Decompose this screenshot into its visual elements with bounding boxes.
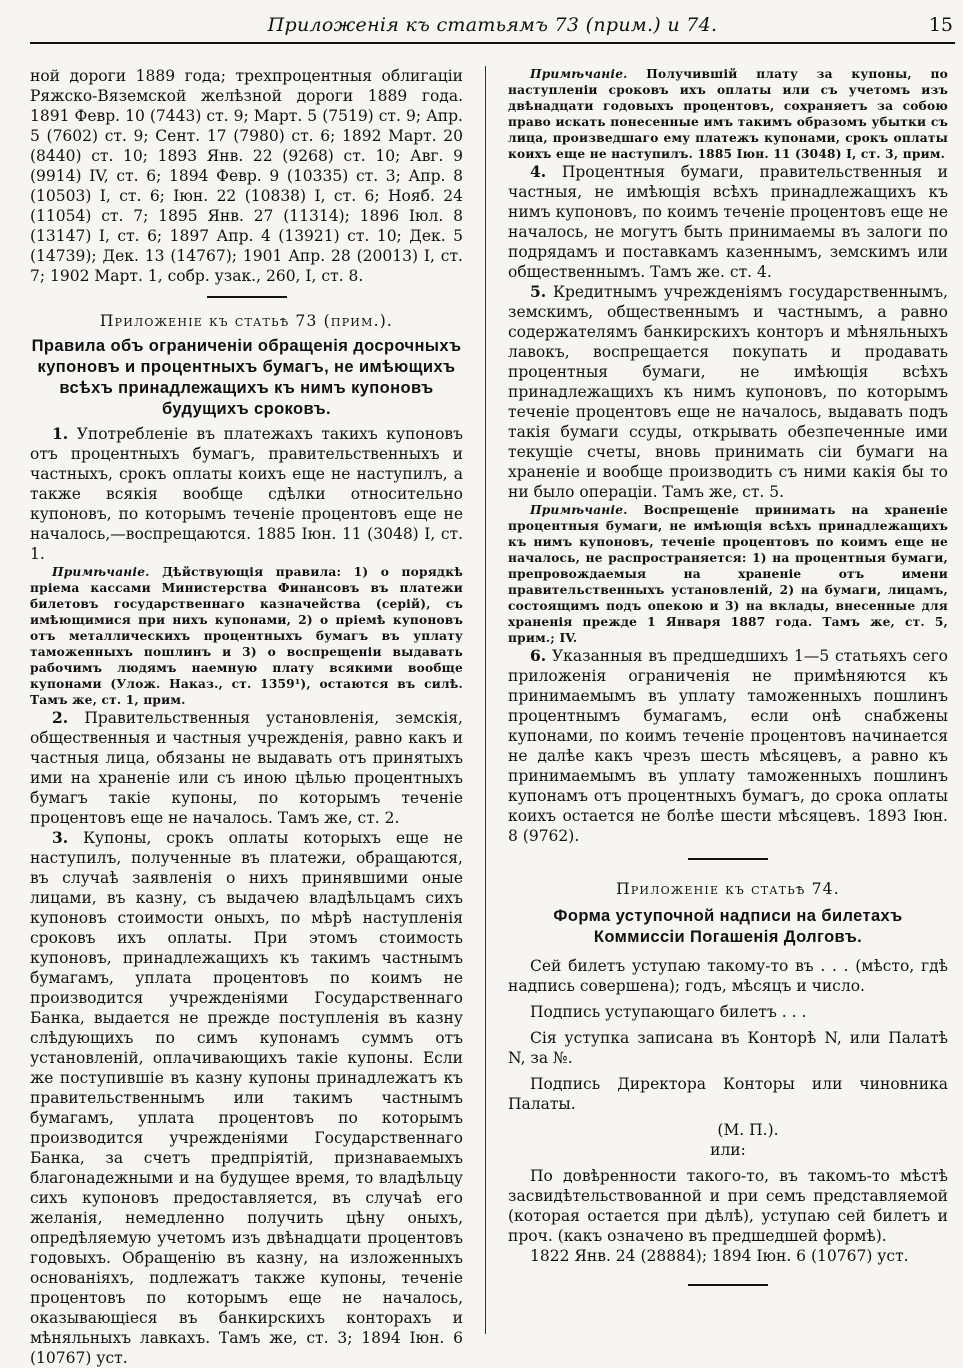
paragraph-text: Купоны, срокъ оплаты которыхъ еще не наступилъ, полученные въ платежи, обращаются, въ случаѣ заявленія о нихъ принявшими оные лицами, въ казну, съ выдачею владѣльцамъ сихъ купоновъ стоимости оныхъ, по мѣрѣ наступленія сроковъ ихъ оплаты. При этомъ стоимость купоновъ, принадлежащихъ къ такимъ частнымъ бумагамъ, уплата процентовъ по коимъ не производится учрежденіями Государственнаго Банка, выдается не прежде поступленія въ казну слѣдующихъ по симъ купонамъ суммъ отъ установленій, оплачивающихъ такіе купоны. Если же поступившіе въ казну купоны принадлежатъ къ правительственнымъ или такимъ частнымъ бумагамъ, уплата процентовъ по которымъ производится учрежденіями Государственнаго Банка, за счетъ предпріятій, признаваемыхъ благонадежными и на будущее время, то владѣльцу сихъ купоновъ предоставляется, въ случаѣ его желанія, немедленно получить цѣну оныхъ, опредѣляемую учетомъ изъ двѣнадцати процентовъ годовыхъ. Обращенію въ казну, на изложенныхъ основаніяхъ, подлежатъ также купоны, теченіе процентовъ по которымъ еще не началось, оказывающіеся въ банкирскихъ конторахъ и мѣняльныхъ лавкахъ. Тамъ же, ст. 3; 1894 Іюн. 6 (10767) уст. [30,829,463,1367]
note-label: Примѣчаніе. [530,67,628,81]
paragraph-number: 4. [530,162,547,181]
divider-rule [688,858,768,860]
intro-paragraph: ной дороги 1889 года; трехпроцентныя облигаціи Ряжско-Вяземской желѣзной дороги 1889 года. 1891 Февр. 10 (7443) ст. 9; Март. 5 (7519) ст. 9; Апр. 5 (7602) ст. 9; Сент. 17 (7980) ст. 6; 1892 Март. 20 (8440) ст. 10; 1893 Янв. 22 (9268) ст. 10; Авг. 9 (9914) IV, ст. 6; 1894 Февр. 9 (10335) ст. 3; Апр. 8 (10503) I, ст. 6; Іюн. 22 (10838) I, ст. 6; Нояб. 24 (11054) ст. 7; 1895 Янв. 27 (11314); 1896 Іюл. 8 (13147) I, ст. 6; 1897 Апр. 4 (13921) ст. 10; Дек. 5 (14739); Дек. 13 (14767); 1901 Апр. 28 (20013) I, ст. 7; 1902 Март. 1, собр. узак., 260, I, ст. 8. [30,67,463,285]
paragraph-3 [30,828,463,1368]
note-1 [30,564,463,708]
paragraph-2 [30,708,463,828]
paragraph-number: 2. [52,708,69,727]
section-heading-74: Приложеніе къ статьѣ 74. [616,880,840,898]
page-number: 15 [928,14,953,36]
paragraph-6 [508,646,948,846]
or-label: или: [710,1141,746,1159]
form-line-1: Сей билетъ уступаю такому-то въ . . . (мѣсто, гдѣ надпись совершена); годъ, мѣсяцъ и число. [508,957,948,995]
page-header [30,8,955,44]
note-3 [508,502,948,646]
running-title: Приложенія къ статьямъ 73 (прим.) и 74. [267,14,718,36]
rules-title: Правила объ ограниченіи обращенія досрочныхъ купоновъ и процентныхъ бумагъ, не имѣющихъ всѣхъ принадлежащихъ къ нимъ купоновъ будущихъ сроковъ. [31,337,462,418]
form-citation: 1822 Янв. 24 (28884); 1894 Іюн. 6 (10767) уст. [530,1247,909,1265]
right-column [508,66,948,1286]
note-label: Примѣчаніе. [52,565,150,579]
paragraph-number: 5. [530,282,547,301]
note-text: Воспрещеніе принимать на храненіе процентныя бумаги, не имѣющія всѣхъ принадлежащихъ къ нимъ купоновъ, теченіе процентовъ по коимъ еще не началось, не распространяется: 1) на процентныя бумаги, препровождаемыя на храненіе отъ имени правительственныхъ установленій, 2) на бумаги, лицамъ, состоящимъ подъ опекою и 3) на вклады, внесенные для храненія прежде 1 Января 1887 года. Тамъ же, ст. 5, прим.; IV. [508,503,948,645]
divider-rule [688,1284,768,1286]
form-line-3: Сія уступка записана въ Конторѣ N, или Палатѣ N, за №. [508,1029,948,1067]
form-line-4: Подпись Директора Конторы или чиновника Палаты. [508,1075,948,1113]
note-2 [508,66,948,162]
paragraph-text: Правительственныя установленія, земскія, общественныя и частныя учрежденія, равно какъ и частныя лица, обязаны не выдавать отъ принятыхъ ими на храненіе или съ иною цѣлью процентныхъ бумагъ такіе купоны, по которымъ теченіе процентовъ еще не началось. Тамъ же, ст. 2. [30,709,463,827]
paragraph-text: Употребленіе въ платежахъ такихъ купоновъ отъ процентныхъ бумагъ, правительственныхъ и частныхъ, срокъ оплаты коихъ еще не наступилъ, а также всякія вообще сдѣлки относительно купоновъ, по которымъ теченіе процентовъ еще не началось,—воспрещаются. 1885 Іюн. 11 (3048) I, ст. 1. [30,425,463,563]
form-title: Форма уступочной надписи на билетахъ Коммиссіи Погашенія Долговъ. [553,907,903,946]
paragraph-text: Кредитнымъ учрежденіямъ государственнымъ, земскимъ, общественнымъ и частнымъ, а равно содержателямъ банкирскихъ конторъ и мѣняльныхъ лавокъ, воспрещается покупать и продавать процентныя бумаги, не имѣющія всѣхъ принадлежащихъ къ нимъ купоновъ, по которымъ теченіе процентовъ еще не началось, выдавать подъ такія бумаги ссуды, открывать обезпеченные ими текущіе счеты, вновь принимать сіи бумаги на храненіе и вообще производить съ ними какія бы то ни было операціи. Тамъ же, ст. 5. [508,283,948,501]
seal-mark: (М. П.). [717,1121,779,1139]
paragraph-number: 3. [52,828,69,847]
form-line-5: По довѣренности такого-то, въ такомъ-то мѣстѣ засвидѣтельствованной и при семъ представляемой (которая остается при дѣлѣ), уступаю сей билетъ и проч. (какъ означено въ предшедшей формѣ). [508,1167,948,1245]
note-text: Дѣйствующія правила: 1) о порядкѣ пріема кассами Министерства Финансовъ въ платежи билетовъ государственнаго казначейства (серій), съ имѣющимися при нихъ купонами, 2) о пріемѣ купоновъ отъ металлическихъ процентныхъ бумагъ въ уплату таможенныхъ пошлинъ и 3) о воспрещеніи выдавать рабочимъ людямъ наемную плату всякими вообще купонами (Улож. Наказ., ст. 1359¹), остаются въ силѣ. Тамъ же, ст. 1, прим. [30,565,463,707]
note-label: Примѣчаніе. [530,503,628,517]
paragraph-4 [508,162,948,282]
section-heading-73: Приложеніе къ статьѣ 73 (прим.). [99,312,394,330]
paragraph-text: Указанныя въ предшедшихъ 1—5 статьяхъ сего приложенія ограниченія не примѣняются къ принимаемымъ въ уплату таможенныхъ пошлинъ процентнымъ бумагамъ, если онѣ снабжены купонами, по коимъ теченіе процентовъ начинается не далѣе какъ чрезъ шесть мѣсяцевъ, а равно къ принимаемымъ въ уплату таможенныхъ пошлинъ купонамъ отъ процентныхъ бумагъ, до срока оплаты коихъ остается не болѣе шести мѣсяцевъ. 1893 Іюн. 8 (9762). [508,647,948,845]
paragraph-number: 1. [52,424,69,443]
column-divider [485,66,486,1334]
paragraph-5 [508,282,948,502]
paragraph-number: 6. [530,646,547,665]
paragraph-text: Процентныя бумаги, правительственныя и частныя, не имѣющія всѣхъ принадлежащихъ къ нимъ купоновъ, по коимъ теченіе процентовъ еще не началось, не могутъ быть принимаемы въ залоги по подрядамъ и поставкамъ казеннымъ, земскимъ или общественнымъ. Тамъ же. ст. 4. [508,163,948,281]
paragraph-1 [30,424,463,564]
left-column [30,66,463,1368]
form-line-2: Подпись уступающаго билетъ . . . [530,1003,807,1021]
divider-rule [207,296,287,298]
note-text: Получившій плату за купоны, по наступленіи сроковъ ихъ оплаты или съ учетомъ изъ двѣнадцати годовыхъ процентовъ, сохраняетъ за собою право искать понесенные имъ такимъ образомъ убытки съ лица, произведшаго ему платежъ купонами, срокъ оплаты коихъ еще не наступилъ. 1885 Іюн. 11 (3048) I, ст. 3, прим. [508,67,948,161]
